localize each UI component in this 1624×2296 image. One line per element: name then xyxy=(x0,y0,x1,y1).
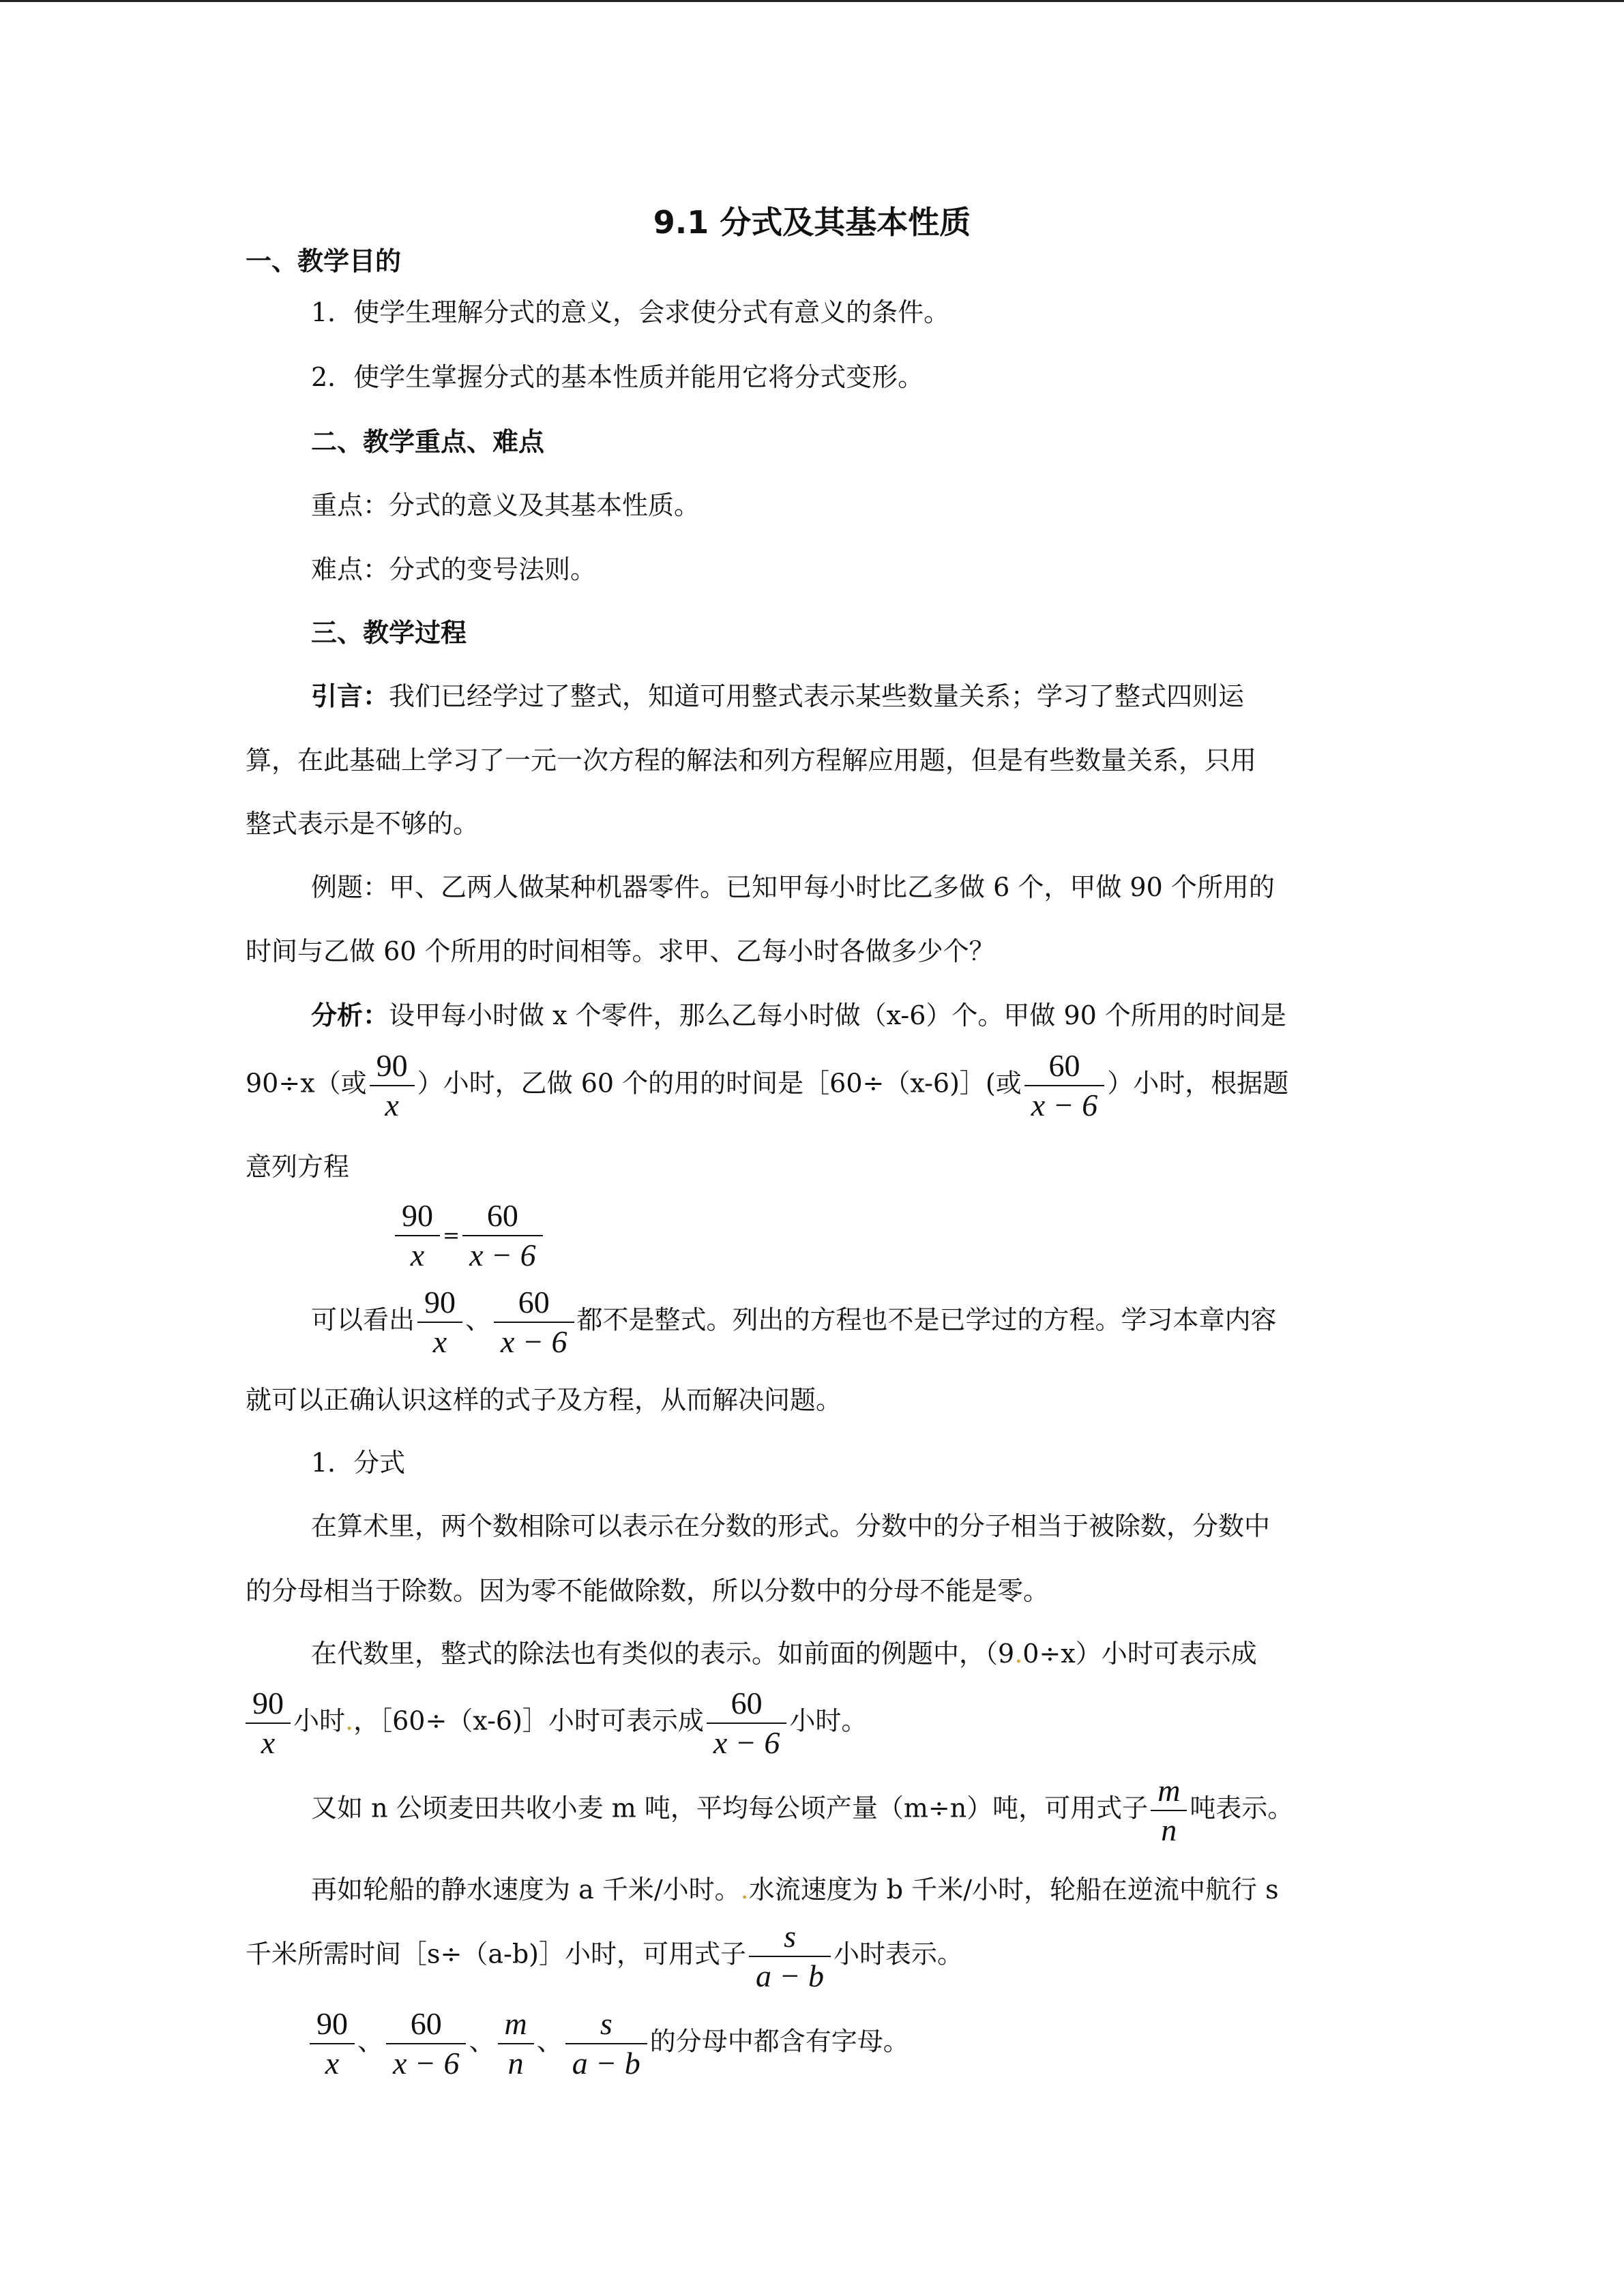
fraction-denominator: x xyxy=(410,1238,425,1272)
objective-2: 2．使学生掌握分式的基本性质并能用它将分式变形。 xyxy=(311,362,924,392)
fraction-denominator: x − 6 xyxy=(393,2046,460,2081)
separator: 、 xyxy=(357,2026,384,2057)
fraction-numerator: 60 xyxy=(462,1197,542,1236)
arithmetic-line-1: 在算术里，两个数相除可以表示在分数的形式。分数中的分子相当于被除数，分数中 xyxy=(311,1511,1271,1541)
fraction-90-over-x xyxy=(417,1283,462,1361)
analysis-text-1: 设甲每小时做 x 个零件，那么乙每小时做（x-6）个。甲做 90 个所用的时间是 xyxy=(389,1000,1286,1030)
algebra-text-2c: 小时。 xyxy=(789,1705,868,1736)
algebra-text-2a: 小时 xyxy=(293,1705,346,1736)
separator: 、 xyxy=(536,2026,563,2057)
difficult-point: 难点：分式的变号法则。 xyxy=(311,554,597,584)
example-line-2: 时间与乙做 60 个所用的时间相等。求甲、乙每小时各做多少个？ xyxy=(246,936,995,966)
fraction-90-over-x xyxy=(370,1047,415,1124)
observation-line-2: 就可以正确认识这样的式子及方程，从而解决问题。 xyxy=(246,1385,842,1415)
fraction-90-over-x xyxy=(395,1197,440,1274)
key-point: 重点：分式的意义及其基本性质。 xyxy=(311,490,700,520)
fraction-denominator: x − 6 xyxy=(501,1324,567,1359)
summary-line xyxy=(307,2005,1432,2083)
intro-line-3: 整式表示是不够的。 xyxy=(246,809,479,839)
separator: 、 xyxy=(465,1304,492,1335)
section2-heading: 二、教学重点、难点 xyxy=(311,427,545,457)
fraction-m-over-n xyxy=(1151,1772,1187,1849)
analysis-line-2 xyxy=(246,1047,1371,1124)
fraction-numerator: 90 xyxy=(310,2005,355,2044)
fraction-denominator: x − 6 xyxy=(469,1238,536,1272)
fraction-numerator: 90 xyxy=(395,1197,440,1236)
subsection-fraction: 1．分式 xyxy=(311,1448,406,1478)
fraction-60-over-x-6 xyxy=(707,1684,786,1762)
fraction-denominator: n xyxy=(507,2046,524,2081)
wheat-line xyxy=(246,1772,1436,1849)
intro-line-2: 算，在此基础上学习了一元一次方程的解法和列方程解应用题，但是有些数量关系，只用 xyxy=(246,745,1257,775)
page-top-border xyxy=(0,0,1624,2)
fraction-numerator: s xyxy=(565,2005,647,2044)
fraction-denominator: x xyxy=(432,1324,447,1359)
fraction-denominator: a − b xyxy=(572,2046,640,2081)
intro-label: 引言： xyxy=(311,681,389,711)
page-title: 9.1 分式及其基本性质 xyxy=(653,204,971,241)
ship-text-2b: 小时表示。 xyxy=(833,1939,964,1969)
fraction-denominator: x xyxy=(261,1725,276,1760)
analysis-text-2a: 90÷x（或 xyxy=(246,1068,367,1099)
example-line-1: 例题：甲、乙两人做某种机器零件。已知甲每小时比乙多做 6 个，甲做 90 个所用的 xyxy=(311,872,1275,902)
fraction-s-over-a-b xyxy=(565,2005,647,2083)
wheat-text-b: 吨表示。 xyxy=(1190,1793,1294,1823)
observation-text-b: 都不是整式。列出的方程也不是已学过的方程。学习本章内容 xyxy=(576,1304,1277,1335)
separator: 、 xyxy=(469,2026,495,2057)
fraction-denominator: x xyxy=(385,1088,399,1122)
analysis-text-2b: ）小时，乙做 60 个的用的时间是［60÷（x-6)］(或 xyxy=(417,1068,1022,1099)
fraction-s-over-a-b xyxy=(749,1918,831,1995)
observation-text-a: 可以看出 xyxy=(311,1304,415,1335)
stray-dot: . xyxy=(740,1875,749,1905)
objective-1: 1．使学生理解分式的意义，会求使分式有意义的条件。 xyxy=(311,297,950,327)
ship-text-1b: 水流速度为 b 千米/小时，轮船在逆流中航行 s xyxy=(748,1875,1279,1905)
equals-sign: = xyxy=(443,1223,460,1248)
fraction-60-over-x-6 xyxy=(494,1283,574,1361)
algebra-text-2b: ，［60÷（x-6)］小时可表示成 xyxy=(353,1705,704,1736)
ship-line-2 xyxy=(246,1918,1371,1995)
ship-text-2a: 千米所需时间［s÷（a-b)］小时，可用式子 xyxy=(246,1939,746,1969)
fraction-90-over-x xyxy=(310,2005,355,2083)
section1-heading: 一、教学目的 xyxy=(246,246,402,276)
summary-text: 的分母中都含有字母。 xyxy=(649,2026,909,2057)
analysis-line-1 xyxy=(246,1000,1436,1031)
stray-dot: . xyxy=(345,1705,354,1736)
fraction-denominator: n xyxy=(1161,1813,1177,1847)
fraction-numerator: m xyxy=(498,2005,534,2044)
section3-heading: 三、教学过程 xyxy=(311,618,467,648)
fraction-90-over-x xyxy=(246,1684,291,1762)
fraction-m-over-n xyxy=(498,2005,534,2083)
fraction-numerator: 90 xyxy=(370,1047,415,1086)
intro-line-1 xyxy=(246,681,1436,712)
wheat-text-a: 又如 n 公顷麦田共收小麦 m 吨，平均每公顷产量（m÷n）吨，可用式子 xyxy=(311,1793,1149,1823)
observation-line-1 xyxy=(246,1283,1436,1361)
fraction-numerator: 60 xyxy=(1024,1047,1104,1086)
arithmetic-line-2: 的分母相当于除数。因为零不能做除数，所以分数中的分母不能是零。 xyxy=(246,1576,1050,1606)
fraction-denominator: x − 6 xyxy=(713,1725,780,1760)
fraction-denominator: x − 6 xyxy=(1031,1088,1098,1122)
algebra-text-1b: 0÷x）小时可表示成 xyxy=(1022,1639,1257,1669)
fraction-60-over-x-6 xyxy=(1024,1047,1104,1124)
fraction-numerator: 60 xyxy=(386,2005,466,2044)
ship-line-1 xyxy=(246,1874,1436,1905)
fraction-numerator: 90 xyxy=(246,1684,291,1724)
fraction-denominator: x xyxy=(325,2046,340,2081)
algebra-line-1 xyxy=(246,1638,1436,1669)
analysis-text-2c: ）小时，根据题 xyxy=(1107,1068,1289,1099)
ship-text-1a: 再如轮船的静水速度为 a 千米/小时。 xyxy=(311,1875,741,1905)
fraction-numerator: m xyxy=(1151,1772,1187,1811)
equation xyxy=(392,1197,1518,1274)
fraction-60-over-x-6 xyxy=(386,2005,466,2083)
algebra-text-1a: 在代数里，整式的除法也有类似的表示。如前面的例题中，（9 xyxy=(311,1639,1015,1669)
analysis-line-3: 意列方程 xyxy=(246,1152,350,1182)
intro-text-1: 我们已经学过了整式，知道可用整式表示某些数量关系；学习了整式四则运 xyxy=(389,681,1245,711)
fraction-60-over-x-6 xyxy=(462,1197,542,1274)
algebra-line-2 xyxy=(246,1684,1371,1762)
analysis-label: 分析： xyxy=(311,1000,389,1030)
fraction-numerator: 90 xyxy=(417,1283,462,1323)
fraction-numerator: s xyxy=(749,1918,831,1957)
stray-dot: . xyxy=(1014,1639,1023,1669)
fraction-denominator: a − b xyxy=(756,1958,825,1993)
fraction-numerator: 60 xyxy=(494,1283,574,1323)
fraction-numerator: 60 xyxy=(707,1684,786,1724)
